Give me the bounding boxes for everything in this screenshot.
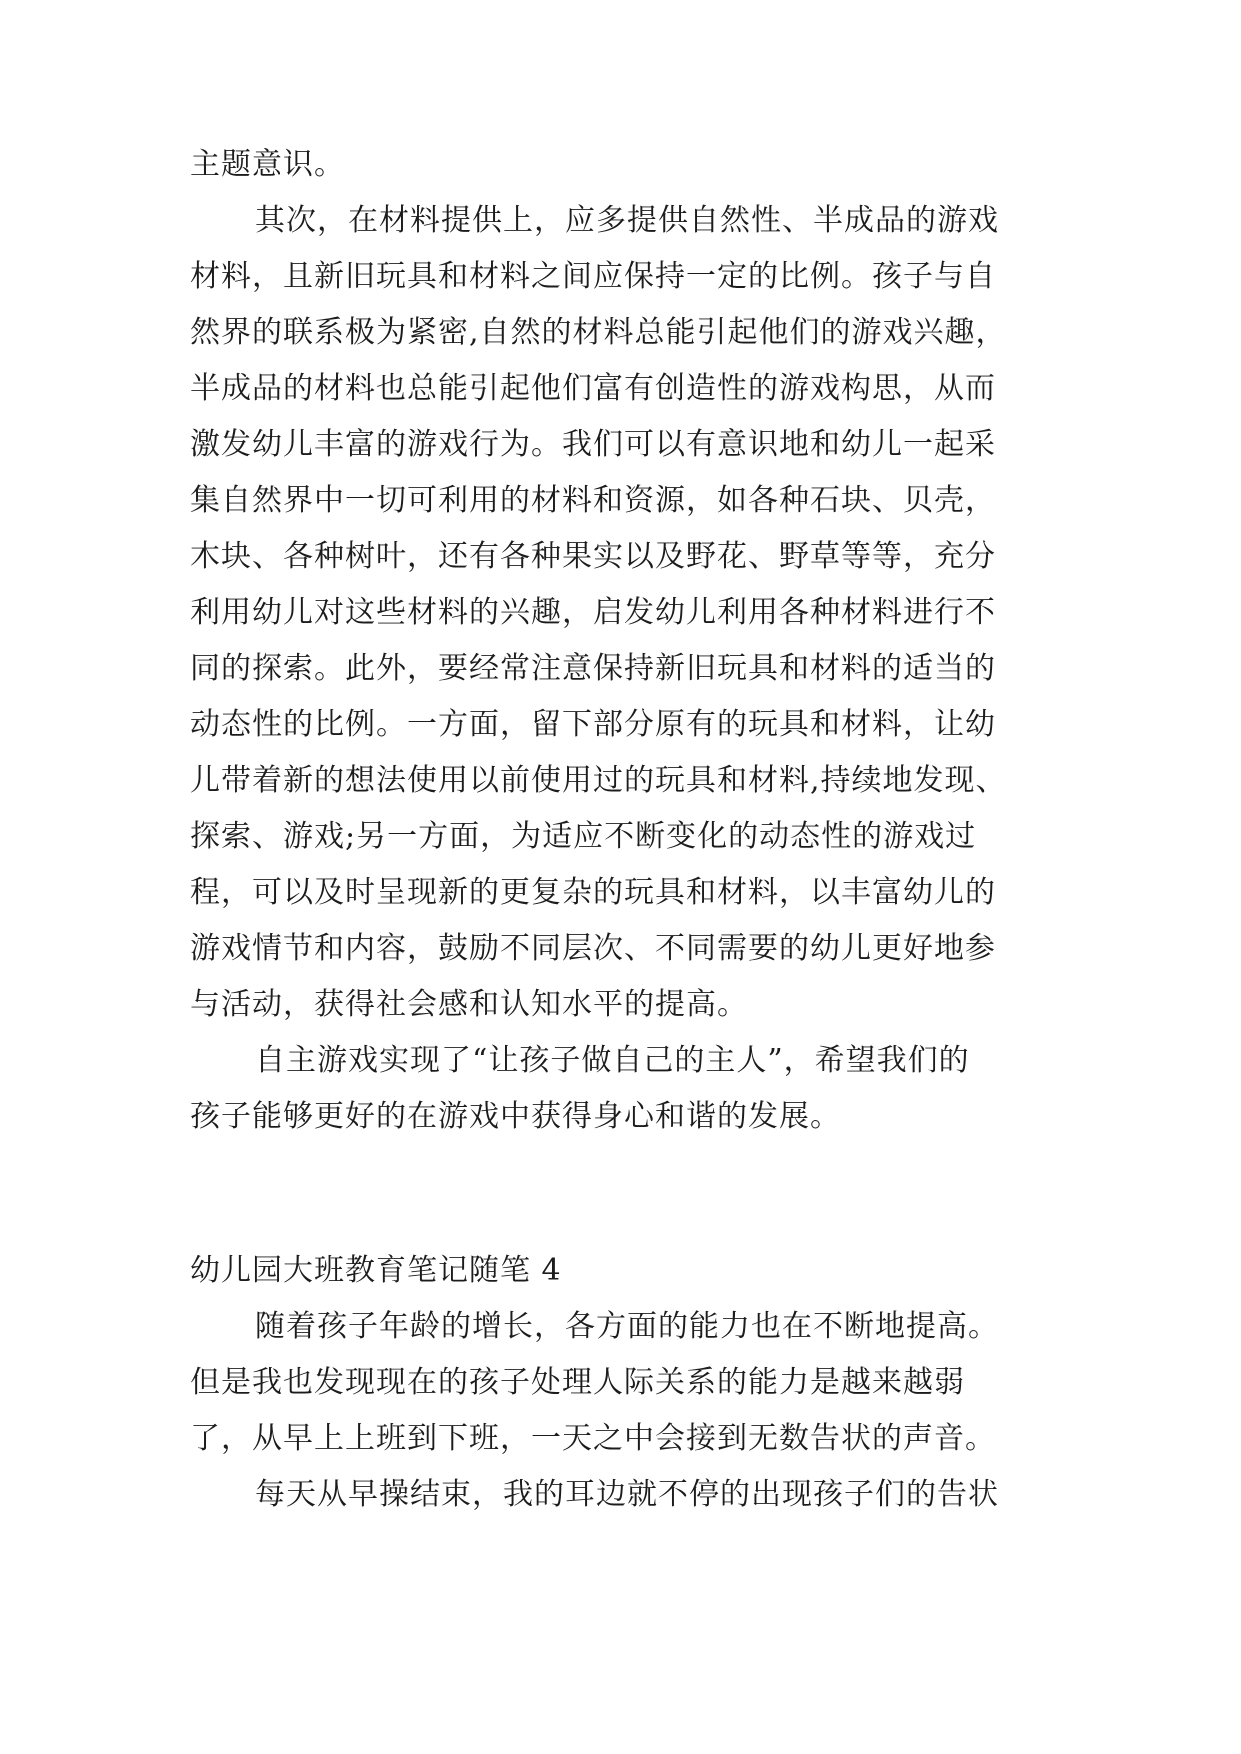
paragraph-line: 自主游戏实现了“让孩子做自己的主人”，希望我们的 [255, 1043, 970, 1078]
paragraph-line: 儿带着新的想法使用以前使用过的玩具和材料,持续地发现、 [190, 763, 1007, 798]
paragraph-line: 孩子能够更好的在游戏中获得身心和谐的发展。 [190, 1099, 841, 1134]
paragraph-line: 木块、各种树叶，还有各种果实以及野花、野草等等，充分 [190, 539, 996, 574]
paragraph-line: 其次，在材料提供上，应多提供自然性、半成品的游戏 [255, 203, 999, 238]
paragraph-line: 半成品的材料也总能引起他们富有创造性的游戏构思，从而 [190, 371, 996, 406]
paragraph-line: 主题意识。 [190, 147, 345, 182]
paragraph-line: 但是我也发现现在的孩子处理人际关系的能力是越来越弱 [190, 1365, 965, 1400]
paragraph-line: 动态性的比例。一方面，留下部分原有的玩具和材料，让幼 [190, 707, 996, 742]
paragraph-line: 程，可以及时呈现新的更复杂的玩具和材料，以丰富幼儿的 [190, 875, 996, 910]
paragraph-line: 随着孩子年龄的增长，各方面的能力也在不断地提高。 [255, 1309, 999, 1344]
paragraph-line: 集自然界中一切可利用的材料和资源，如各种石块、贝壳， [190, 483, 996, 518]
section-heading: 幼儿园大班教育笔记随笔 4 [190, 1253, 562, 1288]
paragraph-line: 材料，且新旧玩具和材料之间应保持一定的比例。孩子与自 [190, 259, 996, 294]
paragraph-line: 探索、游戏;另一方面，为适应不断变化的动态性的游戏过 [190, 819, 977, 854]
paragraph-line: 激发幼儿丰富的游戏行为。我们可以有意识地和幼儿一起采 [190, 427, 996, 462]
paragraph-line: 了，从早上上班到下班，一天之中会接到无数告状的声音。 [190, 1421, 996, 1456]
paragraph-line: 每天从早操结束，我的耳边就不停的出现孩子们的告状 [255, 1477, 999, 1512]
paragraph-line: 与活动，获得社会感和认知水平的提高。 [190, 987, 748, 1022]
paragraph-line: 然界的联系极为紧密,自然的材料总能引起他们的游戏兴趣， [190, 315, 1007, 350]
paragraph-line: 利用幼儿对这些材料的兴趣，启发幼儿利用各种材料进行不 [190, 595, 996, 630]
paragraph-line: 同的探索。此外，要经常注意保持新旧玩具和材料的适当的 [190, 651, 996, 686]
paragraph-line: 游戏情节和内容，鼓励不同层次、不同需要的幼儿更好地参 [190, 931, 996, 966]
